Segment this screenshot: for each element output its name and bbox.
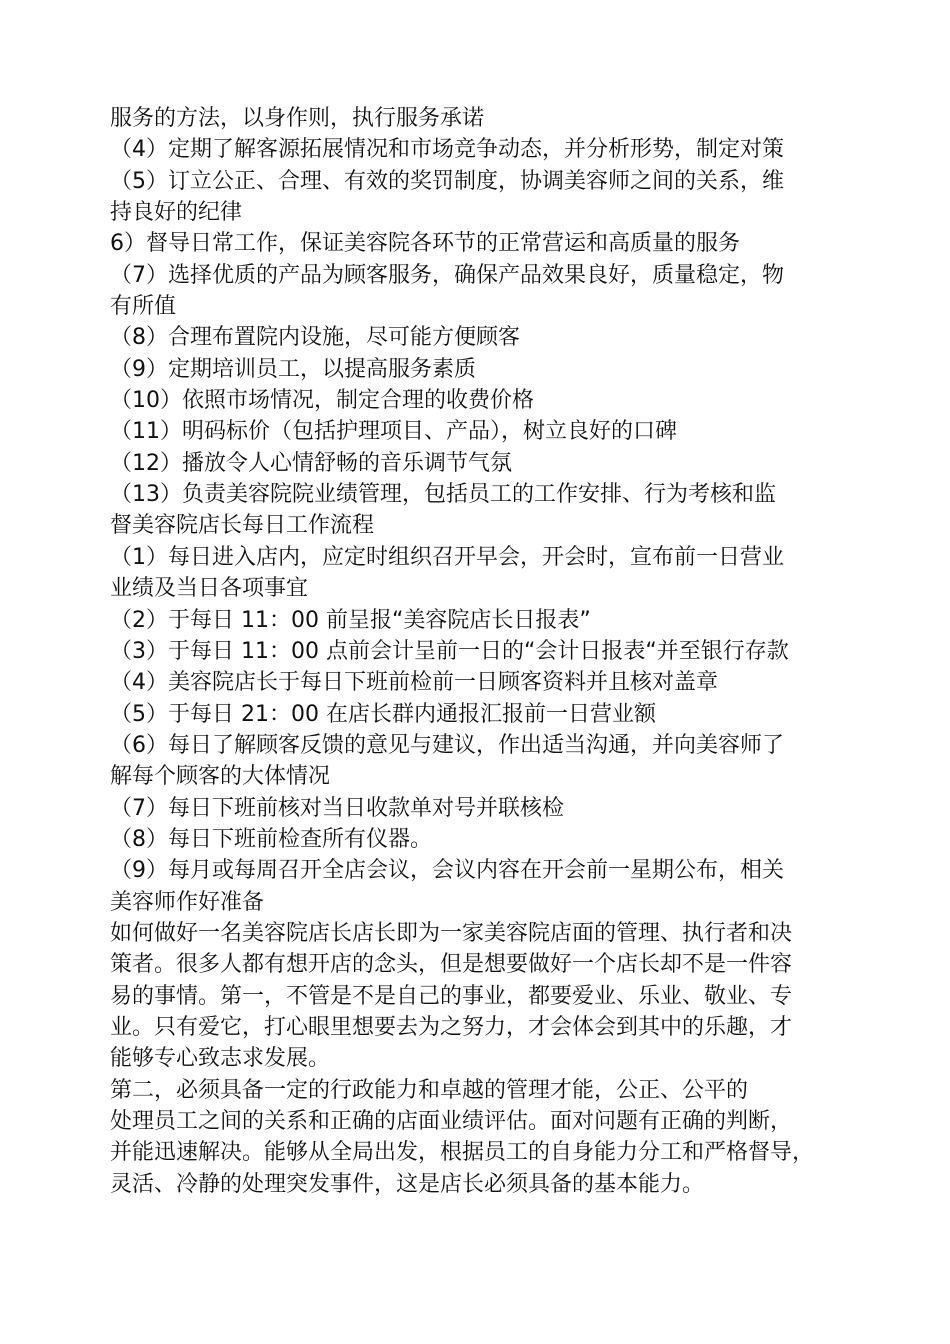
text-line: （4）美容院店长于每日下班前检前一日顾客资料并且核对盖章 — [110, 670, 718, 696]
text-line: 如何做好一名美容院店长店长即为一家美容院店面的管理、执行者和决 — [110, 920, 793, 946]
text-line: 第二，必须具备一定的行政能力和卓越的管理才能，公正、公平的 — [110, 1077, 749, 1103]
text-line: 业绩及当日各项事宜 — [110, 576, 309, 602]
text-line: （9）每月或每周召开全店会议，会议内容在开会前一星期公布，相关 — [110, 858, 784, 884]
text-line: （9）定期培训员工，以提高服务素质 — [110, 356, 476, 382]
text-line: （13）负责美容院院业绩管理，包括员工的工作安排、行为考核和监 — [110, 482, 776, 508]
text-line: （4）定期了解客源拓展情况和市场竞争动态，并分析形势，制定对策 — [110, 137, 784, 163]
text-line: 6）督导日常工作，保证美容院各环节的正常营运和高质量的服务 — [110, 231, 740, 257]
text-line: 业。只有爱它，打心眼里想要去为之努力，才会体会到其中的乐趣，才 — [110, 1014, 793, 1040]
text-line: （7）每日下班前核对当日收款单对号并联核检 — [110, 795, 564, 821]
text-line: 服务的方法，以身作则，执行服务承诺 — [110, 106, 485, 131]
text-line: （5）订立公正、合理、有效的奖罚制度，协调美容师之间的关系，维 — [110, 168, 784, 194]
text-line: 灵活、冷静的处理突发事件，这是店长必须具备的基本能力。 — [110, 1171, 705, 1197]
text-line: （7）选择优质的产品为顾客服务，确保产品效果良好，质量稳定，物 — [110, 262, 784, 288]
text-line: （5）于每日 21：00 在店长群内通报汇报前一日营业额 — [110, 701, 656, 727]
text-line: 策者。很多人都有想开店的念头，但是想要做好一个店长却不是一件容 — [110, 952, 793, 978]
text-line: （11）明码标价（包括护理项目、产品），树立良好的口碑 — [110, 419, 677, 445]
text-line: （3）于每日 11：00 点前会计呈前一日的“会计日报表“并至银行存款 — [110, 638, 789, 664]
text-line: （12）播放令人心情舒畅的音乐调节气氛 — [110, 450, 512, 476]
text-line: 处理员工之间的关系和正确的店面业绩评估。面对问题有正确的判断， — [110, 1109, 793, 1134]
body-text — [110, 103, 850, 1200]
text-line: 解每个顾客的大体情况 — [110, 764, 331, 790]
text-line: （8）每日下班前检查所有仪器。 — [110, 826, 432, 852]
text-line: 美容师作好准备 — [110, 889, 265, 915]
text-line: 能够专心致志求发展。 — [110, 1046, 331, 1072]
text-line: （10）依照市场情况，制定合理的收费价格 — [110, 388, 534, 414]
text-line: （6）每日了解顾客反馈的意见与建议，作出适当沟通，并向美容师了 — [110, 732, 784, 758]
text-line: 并能迅速解决。能够从全局出发，根据员工的自身能力分工和严格督导， — [110, 1140, 815, 1166]
text-line: （2）于每日 11：00 前呈报“美容院店长日报表” — [110, 607, 591, 633]
text-line: （8）合理布置院内设施，尽可能方便顾客 — [110, 325, 520, 351]
text-line: 督美容院店长每日工作流程 — [110, 513, 375, 539]
text-line: 持良好的纪律 — [110, 200, 243, 226]
text-line: 易的事情。第一，不管是不是自己的事业，都要爱业、乐业、敬业、专 — [110, 983, 793, 1009]
text-line: 有所值 — [110, 294, 177, 320]
text-line: （1）每日进入店内，应定时组织召开早会，开会时，宣布前一日营业 — [110, 544, 784, 570]
